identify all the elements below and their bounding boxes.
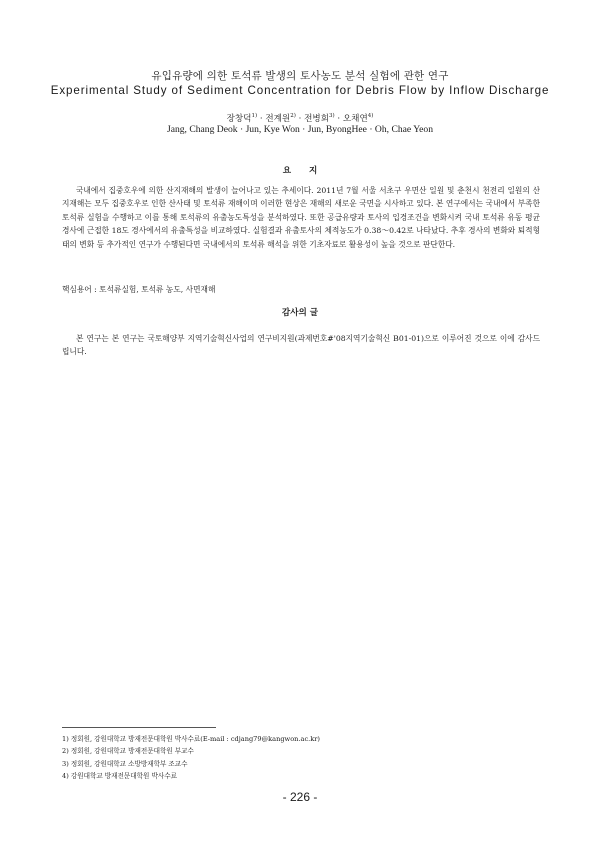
author-name: 오채연: [342, 114, 368, 124]
author-mark: 1): [251, 113, 258, 120]
footnotes: [62, 733, 540, 783]
author-separator: ·: [295, 114, 305, 124]
page-number: - 226 -: [282, 790, 318, 804]
title-english: Experimental Study of Sediment Concentration for Debris Flow by Inflow Discharge: [50, 84, 550, 97]
author-mark: 2): [290, 113, 296, 120]
author-name: 전계원: [265, 114, 291, 124]
title-korean: 유입유량에 의한 토석류 발생의 토사농도 분석 실험에 관한 연구: [151, 70, 449, 82]
author-name: 전병회: [304, 114, 329, 124]
acknowledgement-text: 본 연구는 본 연구는 국토해양부 지역기술혁신사업의 연구비지원(과제번호#'08지역기술혁신 B01-01)으로 이루어진 것으로 이에 감사드립니다.: [62, 334, 540, 357]
authors-english: Jang, Chang Deok · Jun, Kye Won · Jun, ByongHee · Oh, Chae Yeon: [166, 124, 434, 135]
author-separator: ·: [257, 114, 266, 124]
keywords: 핵심용어 : 토석류실험, 토석류 농도, 사면재해: [62, 285, 216, 294]
author-separator: ·: [334, 114, 343, 124]
acknowledgement-heading: 감사의 글: [281, 308, 319, 318]
footnote: 3) 정회원, 강원대학교 소방방재학부 조교수: [62, 759, 188, 768]
author-mark: 3): [329, 113, 335, 120]
abstract-text: 국내에서 집중호우에 의한 산지재해의 발생이 늘어나고 있는 추세이다. 2011년 7월 서울 서초구 우면산 일원 및 춘천시 천전리 일원의 산지재해는 모두 집중호우로 인한 산사태 및 토석류 재해이며 이러한 현상은 재해의 새로운 국면을 시사하고 있다. 본 연구에서는 국내에서 부족한 토석류 실험을 수행하고 이를 통해 토석류의 유출농도특성을 분석하였다. 또한 공급유량과 토사의 입경조건을 변화시켜 국내 토석류 유동 평균경사에 근접한 18도 경사에서의 유출특성을 비교하였다. 실험결과 유출토사의 체적농도가 0.38～0.42로 나타났다. 추후 경사의 변화와 퇴적형태의 변화 등 추가적인 연구가 수행된다면 국내에서의 토석류 해석을 위한 기초자료로 활용성이 높을 것으로 판단한다.: [62, 186, 540, 249]
author-name: 장창덕: [226, 114, 252, 124]
author-mark: 4): [367, 113, 374, 120]
footnote: 4) 강원대학교 방재전문대학원 박사수료: [62, 772, 177, 781]
footnote: 1) 정회원, 강원대학교 방재전문대학원 박사수료(E-mail : cdjang79@kangwon.ac.kr): [62, 735, 320, 743]
footnote: 2) 정회원, 강원대학교 방재전문대학원 부교수: [62, 747, 194, 756]
authors-korean: [0, 112, 600, 124]
abstract-heading: 요지: [282, 166, 336, 176]
footnote-divider: [62, 727, 216, 728]
